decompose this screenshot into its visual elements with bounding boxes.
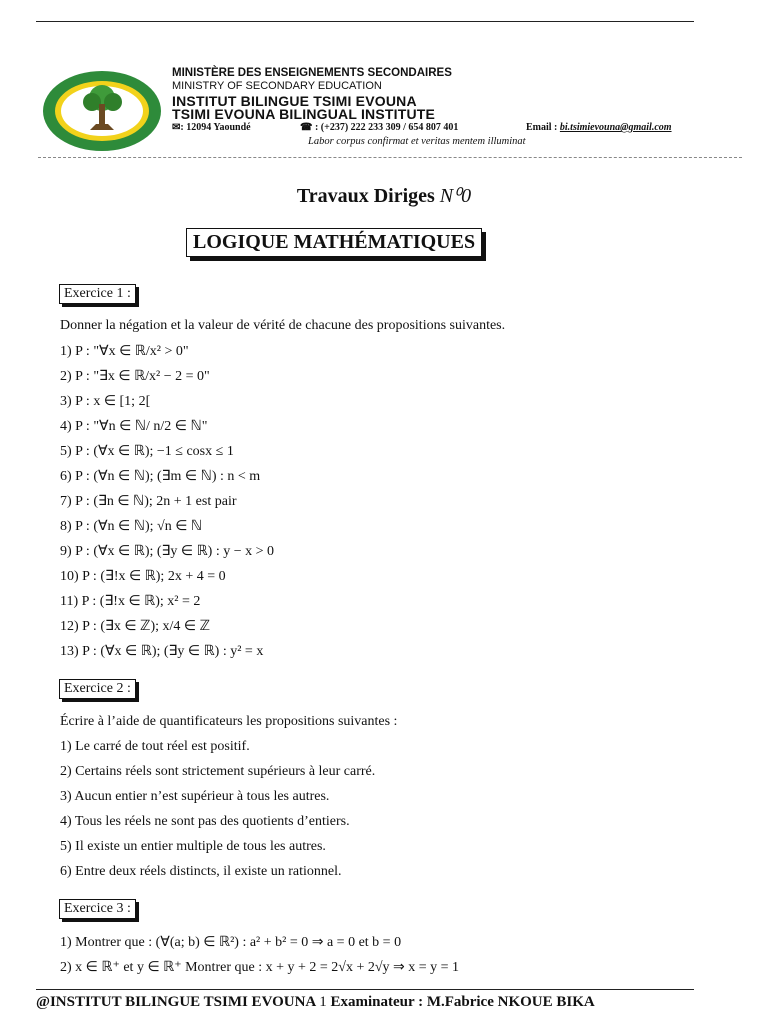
motto: Labor corpus confirmat et veritas mentem illuminat [308,136,526,147]
postbox: ✉: 12094 Yaoundé [172,122,251,133]
top-rule [36,21,694,22]
email-block [526,122,672,133]
institute-fr: INSTITUT BILINGUE TSIMI EVOUNA [172,93,417,109]
ex2-item: 5) Il existe un entier multiple de tous les autres. [60,839,326,854]
subject-title: LOGIQUE MATHÉMATIQUES [186,228,482,257]
ex1-item: 1) P : "∀x ∈ ℝ/x² > 0" [60,344,189,359]
page-title [0,183,768,208]
ex2-item: 4) Tous les réels ne sont pas des quotients d’entiers. [60,814,350,829]
title-number: N⁰0 [439,185,472,207]
ex2-item: 3) Aucun entier n’est supérieur à tous les autres. [60,789,330,804]
ex1-item: 13) P : (∀x ∈ ℝ); (∃y ∈ ℝ) : y² = x [60,644,264,659]
institute-en: TSIMI EVOUNA BILINGUAL INSTITUTE [172,106,436,122]
phone: ☎ : (+237) 222 233 309 / 654 807 401 [300,122,459,133]
footer-examiner: Examinateur : M.Fabrice NKOUE BIKA [330,994,595,1010]
page-footer [36,994,595,1011]
ex2-item: 6) Entre deux réels distincts, il existe un rationnel. [60,864,342,879]
ex1-item: 2) P : "∃x ∈ ℝ/x² − 2 = 0" [60,369,210,384]
title-main: Travaux Diriges [296,185,435,207]
ex2-item: 2) Certains réels sont strictement supérieurs à leur carré. [60,764,376,779]
exercise-3-label: Exercice 3 : [59,899,136,919]
ex2-item: 1) Le carré de tout réel est positif. [60,739,250,754]
exercise-1-label: Exercice 1 : [59,284,136,304]
header-divider [38,157,742,158]
footer-rule [36,989,694,990]
logo-emblem-icon [42,70,164,152]
ex1-item: 9) P : (∀x ∈ ℝ); (∃y ∈ ℝ) : y − x > 0 [60,544,275,559]
email-link[interactable]: bi.tsimievouna@gmail.com [559,122,672,133]
ministry-fr: MINISTÈRE DES ENSEIGNEMENTS SECONDAIRES [172,67,452,79]
school-logo [42,70,164,152]
ex3-item: 1) Montrer que : (∀(a; b) ∈ ℝ²) : a² + b² = 0 ⇒ a = 0 et b = 0 [60,935,402,950]
ex1-item: 5) P : (∀x ∈ ℝ); −1 ≤ cosx ≤ 1 [60,444,234,459]
page-number: 1 [319,994,327,1010]
ex1-item: 11) P : (∃!x ∈ ℝ); x² = 2 [60,594,201,609]
ex3-item: 2) x ∈ ℝ⁺ et y ∈ ℝ⁺ Montrer que : x + y + 2 = 2√x + 2√y ⇒ x = y = 1 [60,960,460,975]
ex1-item: 8) P : (∀n ∈ ℕ); √n ∈ ℕ [60,519,203,534]
ministry-en: MINISTRY OF SECONDARY EDUCATION [172,80,382,92]
ex1-item: 12) P : (∃x ∈ ℤ); x/4 ∈ ℤ [60,619,211,634]
exercise-1-intro: Donner la négation et la valeur de vérité de chacune des propositions suivantes. [60,318,506,333]
ex1-item: 4) P : "∀n ∈ ℕ/ n/2 ∈ ℕ" [60,419,208,434]
email-label: Email : [526,122,558,133]
exercise-2-intro: Écrire à l’aide de quantificateurs les propositions suivantes : [60,714,398,729]
footer-institute: @INSTITUT BILINGUE TSIMI EVOUNA [36,994,316,1010]
ex1-item: 7) P : (∃n ∈ ℕ); 2n + 1 est pair [60,494,237,509]
exercise-2-label: Exercice 2 : [59,679,136,699]
ex1-item: 3) P : x ∈ [1; 2[ [60,394,151,409]
ex1-item: 6) P : (∀n ∈ ℕ); (∃m ∈ ℕ) : n < m [60,469,261,484]
ex1-item: 10) P : (∃!x ∈ ℝ); 2x + 4 = 0 [60,569,226,584]
